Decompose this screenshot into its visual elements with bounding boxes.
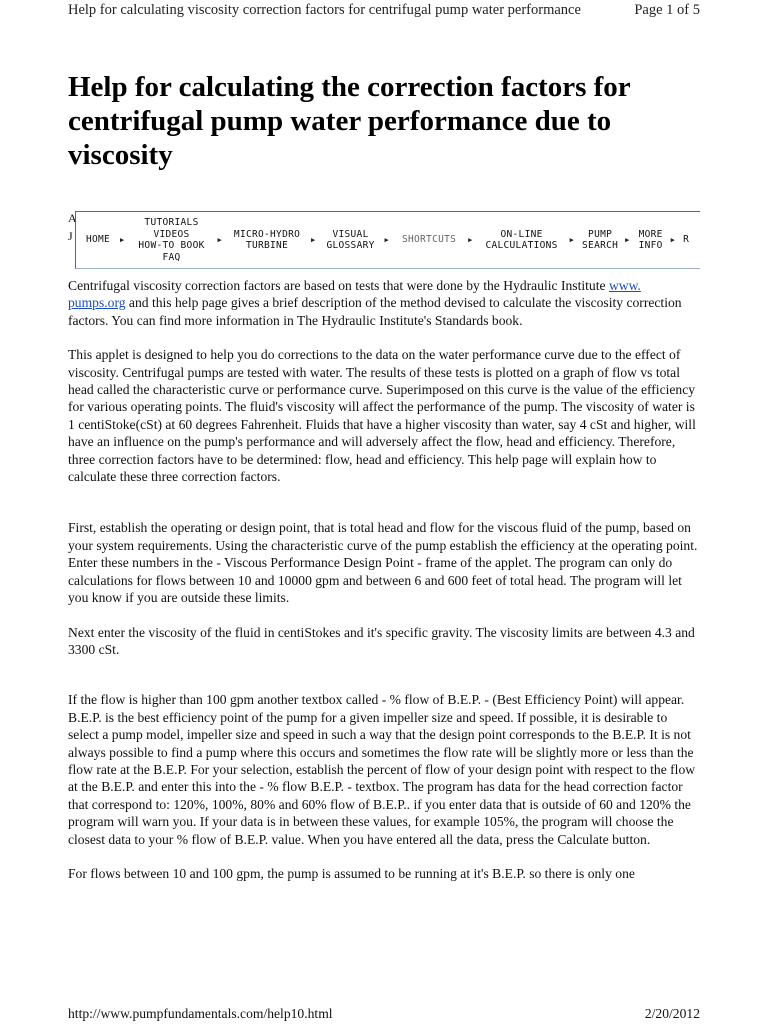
viscosity-paragraph: Next enter the viscosity of the fluid in centiStokes and it's specific gravity. The viscosity limits are between 4.3 and 3300 cSt. xyxy=(68,624,695,657)
design-point-paragraph: First, establish the operating or design point, that is total head and flow for the viscous fluid of the pump, based on your system requirements. Using the characteristic curve of the pump establish the efficiency at the operating point. Enter these numbers in the - Viscous Performance Design Point - frame of the applet. The program can only do calculations for flows between 10 and 10000 gpm and between 6 and 600 feet of total head. The program will let you know if you are outside these limits. xyxy=(68,520,698,606)
nav-arrow-icon: ▶ xyxy=(384,236,390,244)
applet-paragraph: This applet is designed to help you do corrections to the data on the water performance curve due to the effect of viscosity. Centrifugal pumps are tested with water. The results of these tests is plotted on a graph of flow vs total head called the characteristic curve or performance curve. Superimposed on this curve is the value of the efficiency for various operating points. The fluid's viscosity will affect the performance of the pump. The viscosity of water is 1 centiStoke(cSt) at 60 degrees Fahrenheit. Fluids that have a higher viscosity than water, say 4 cSt and higher, will have an influence on the pump's performance and will adversely affect the flow, head and efficiency. Therefore, three correction factors have to be determined: flow, head and efficiency. This help page will explain how to calculate these three correction factors. xyxy=(68,347,696,485)
main-content xyxy=(68,277,701,882)
nav-arrow-icon: ▶ xyxy=(120,236,125,244)
nav-online-calculations-link[interactable]: ON-LINE CALCULATIONS xyxy=(485,228,558,251)
nav-pump-search-link[interactable]: PUMP SEARCH xyxy=(582,228,619,251)
nav-tutorials-link[interactable]: TUTORIALS VIDEOS HOW-TO BOOK FAQ xyxy=(138,217,205,263)
page-title: Help for calculating the correction factors for centrifugal pump water performance due to viscosity xyxy=(68,71,631,171)
nav-arrow-icon: ▶ xyxy=(468,236,473,244)
nav-arrow-icon: ▶ xyxy=(217,236,223,244)
nav-more-info-link[interactable]: MORE INFO xyxy=(638,228,663,251)
nav-cut-off-link[interactable]: R xyxy=(683,234,690,246)
pumps-org-link[interactable]: www. pumps.org xyxy=(68,278,641,311)
nav-shortcuts-link[interactable]: SHORTCUTS xyxy=(401,234,457,246)
bep-paragraph: If the flow is higher than 100 gpm another textbox called - % flow of B.E.P. - (Best Efficiency Point) will appear. B.E.P. is the best efficiency point of the pump for a given impeller size and speed. If possible, it is desirable to select a pump model, impeller size and speed in such a way that the design point corresponds to the B.E.P. It is not always possible to find a pump where this occurs and sometimes the flow rate will be slightly more or less than the flow rate at the B.E.P. For your selection, establish the percent of flow of your design point with respect to the flow at the B.E.P. and enter this into the - % flow B.E.P. - textbox. The program has data for the head correction factor that correspond to: 120%, 100%, 80% and 60% flow of B.E.P.. if you enter data that is outside of 60 and 120% the program will warn you. If your data is in between these values, for example 105%, the program will choose the closest data to your % flow of B.E.P. value. When you have entered all the data, press the Calculate button. xyxy=(68,692,696,847)
running-header-title: Help for calculating viscosity correction factors for centrifugal pump water performance xyxy=(68,2,581,18)
intro-paragraph: Centrifugal viscosity correction factors are based on tests that were done by the Hydraulic Institute www. pumps.org and this help page gives a brief description of the method devised to calculate the viscosity correction factors. You can find more information in The Hydraulic Institute's Standards book. xyxy=(68,278,682,328)
footer-date: 2/20/2012 xyxy=(644,1006,700,1021)
nav-arrow-icon: ▶ xyxy=(625,236,630,244)
nav-home-link[interactable]: HOME xyxy=(85,234,111,246)
nav-micro-hydro-link[interactable]: MICRO-HYDRO TURBINE xyxy=(233,228,301,251)
nav-arrow-icon: ▶ xyxy=(670,236,676,244)
page-indicator: Page 1 of 5 xyxy=(634,2,700,18)
low-flow-paragraph: For flows between 10 and 100 gpm, the pump is assumed to be running at it's B.E.P. so there is only one xyxy=(68,865,635,881)
nav-stub-j: J xyxy=(68,229,73,243)
nav-arrow-icon: ▶ xyxy=(569,236,575,244)
nav-arrow-icon: ▶ xyxy=(311,236,316,244)
footer-url: http://www.pumpfundamentals.com/help10.html xyxy=(68,1006,333,1021)
nav-visual-glossary-link[interactable]: VISUAL GLOSSARY xyxy=(326,228,375,251)
nav-stub-a: A xyxy=(68,211,77,225)
site-nav-bar xyxy=(75,211,700,269)
